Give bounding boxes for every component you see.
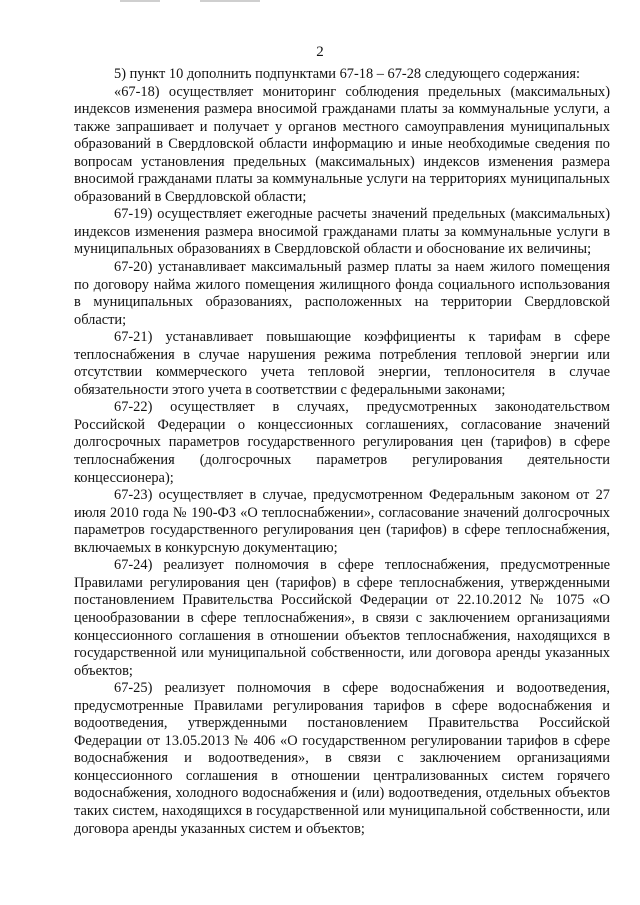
paragraph-67-24: 67-24) реализует полномочия в сфере теплоснабжения, предусмотренные Правилами регулирования цен (тарифов) в сфере теплоснабжения, утвержденными постановлением Правительства Российской Федерации от 22.10.2012 № 1075 «О ценообразовании в сфере теплоснабжения», в связи с заключением организациями концессионного соглашения в отношении объектов теплоснабжения, находящихся в государственной или муниципальной собственности, или договора аренды указанных объектов;	[74, 557, 610, 679]
paragraph-67-25: 67-25) реализует полномочия в сфере водоснабжения и водоотведения, предусмотренные Правилами регулирования тарифов в сфере водоснабжения и водоотведения, утвержденными постановлением Правительства Российской Федерации от 13.05.2013 № 406 «О государственном регулировании тарифов в сфере водоснабжения и водоотведения», в связи с заключением организациями концессионного соглашения в отношении централизованных систем горячего водоснабжения, холодного водоснабжения и (или) водоотведения, отдельных объектов таких систем, находящихся в государственной или муниципальной собственности, или договора аренды указанных систем и объектов;	[74, 680, 610, 837]
page-number: 2	[316, 44, 324, 60]
document-body	[74, 66, 610, 838]
paragraph-67-19: 67-19) осуществляет ежегодные расчеты значений предельных (максимальных) индексов изменения размера вносимой гражданами платы за коммунальные услуги в муниципальных образованиях в Свердловской области и обоснование их величины;	[74, 206, 610, 258]
scan-artifact	[120, 0, 160, 2]
paragraph-67-22: 67-22) осуществляет в случаях, предусмотренных законодательством Российской Федерации о концессионных соглашениях, согласование значений долгосрочных параметров государственного регулирования цен (тарифов) в сфере теплоснабжения (долгосрочных параметров регулирования деятельности концессионера);	[74, 399, 610, 486]
scan-artifact	[200, 0, 260, 2]
paragraph-intro: 5) пункт 10 дополнить подпунктами 67-18 – 67-28 следующего содержания:	[114, 66, 580, 82]
paragraph-67-18: «67-18) осуществляет мониторинг соблюдения предельных (максимальных) индексов изменения размера вносимой гражданами платы за коммунальные услуги, а также запрашивает и получает у органов местного самоуправления муниципальных образований в Свердловской области информацию и иные необходимые сведения по вопросам установления предельных (максимальных) индексов изменения размера вносимой гражданами платы за коммунальные услуги на территориях муниципальных образований в Свердловской области;	[74, 83, 610, 205]
paragraph-67-23: 67-23) осуществляет в случае, предусмотренном Федеральным законом от 27 июля 2010 года № 190-ФЗ «О теплоснабжении», согласование значений долгосрочных параметров государственного регулирования цен (тарифов) в сфере теплоснабжения, включаемых в конкурсную документацию;	[74, 487, 610, 556]
paragraph-67-20: 67-20) устанавливает максимальный размер платы за наем жилого помещения по договору найма жилого помещения жилищного фонда социального использования в муниципальных образованиях, расположенных на территории Свердловской области;	[74, 259, 610, 328]
paragraph-67-21: 67-21) устанавливает повышающие коэффициенты к тарифам в сфере теплоснабжения в случае нарушения режима потребления тепловой энергии или отсутствии коммерческого учета тепловой энергии, теплоносителя в случае обязательности этого учета в соответствии с федеральными законами;	[74, 329, 610, 398]
